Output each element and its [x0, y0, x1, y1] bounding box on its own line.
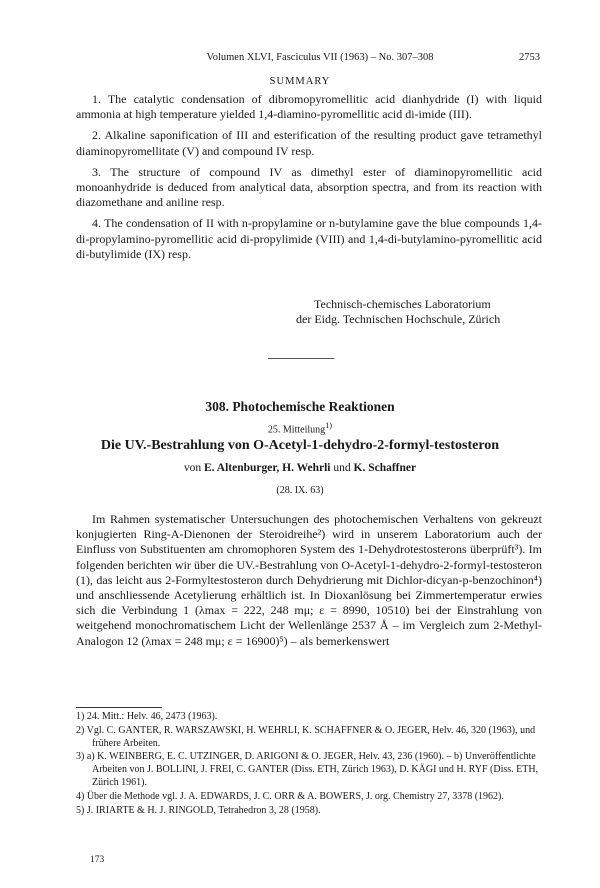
affiliation-line-1: Technisch-chemisches Laboratorium	[314, 297, 491, 311]
affiliation	[296, 297, 536, 327]
author-altenburger: E. Altenburger,	[203, 462, 280, 474]
folio-number: 173	[90, 855, 105, 865]
summary-item-4: 4. The condensation of II with n-propylamine or n-butylamine gave the blue compounds 1,4-di-propylamino-pyromellitic acid di-propylimide (VIII) and 1,4-di-butylamino-pyromellitic acid di-butylimide (IX) resp.	[76, 216, 542, 261]
body-paragraph: Im Rahmen systematischer Untersuchungen des photochemischen Verhaltens von gekreuzt konjugierten Ring-A-Dienonen der Steroidreihe²) wird in unserem Laboratorium auch der Einfluss von Substituenten am chromophoren System des 1-Dehydrotestosterons überprüft³). Im folgenden berichten wir über die UV.-Bestrahlung von O-Acetyl-1-dehydro-2-formyl-testosteron (1), das leicht aus 2-Formyltestosteron durch Dehydrierung mit Dichlor-dicyan-p-benzochinon⁴) und anschliessende Acetylierung erhältlich ist. In Dioxanlösung bei Zimmertemperatur erwies sich die Verbindung 1 (λmax = 222, 248 mμ; ε = 8990, 10510) bei der Einstrahlung von weitgehend monochromatischem Licht der Wellenlänge 2537 Å – im Vergleich zum 2-Methyl-Analogon 12 (λmax = 248 mμ; ε = 16900)⁵) – als bemerkenswert	[76, 512, 542, 648]
footnote-5: 5) J. IRIARTE & H. J. RINGOLD, Tetrahedron 3, 28 (1958).	[76, 804, 321, 816]
byline-von: von	[183, 462, 202, 474]
running-header	[100, 52, 540, 68]
summary-section	[76, 92, 542, 268]
summary-item-2: 2. Alkaline saponification of III and esterification of the resulting product gave tetramethyl diaminopyromellitate (V) and compound IV resp.	[76, 128, 542, 158]
footnote-2: 2) Vgl. C. GANTER, R. WARSZAWSKI, H. WEHRLI, K. SCHAFFNER & O. JEGER, Helv. 46, 320 (1963), und frühere Arbeiten.	[76, 724, 536, 749]
summary-item-1: 1. The catalytic condensation of dibromopyromellitic acid dianhydride (I) with liquid ammonia at high temperature yielded 1,4-diamino-pyromellitic acid di-imide (III).	[76, 92, 542, 122]
author-schaffner: K. Schaffner	[353, 462, 417, 474]
article-number-title: 308. Photochemische Reaktionen	[205, 399, 395, 414]
affiliation-line-2: der Eidg. Technischen Hochschule, Zürich	[296, 312, 501, 327]
summary-heading: SUMMARY	[269, 76, 331, 87]
footnote-3: 3) a) K. WEINBERG, E. C. UTZINGER, D. ARIGONI & O. JEGER, Helv. 43, 236 (1960). – b) Unveröffentlichte Arbeiten von J. BOLLINI, J. FREI, C. GANTER (Diss. ETH, Zürich 1963), D. KÄGI und H. RYF (Diss. ETH, Zürich 1961).	[76, 751, 539, 788]
page-number: 2753	[519, 52, 540, 63]
article-title: Die UV.-Bestrahlung von O-Acetyl-1-dehydro-2-formyl-testosteron	[100, 438, 500, 453]
footnote-rule	[76, 707, 162, 708]
author-wehrli: H. Wehrli	[282, 462, 331, 474]
footnote-4: 4) Über die Methode vgl. J. A. EDWARDS, J. C. ORR & A. BOWERS, J. org. Chemistry 27, 3378 (1962).	[76, 790, 504, 802]
byline-und: und	[333, 462, 351, 474]
footnotes	[76, 711, 542, 818]
mitteilung-footnote-ref: 1)	[325, 421, 333, 430]
received-date: (28. IX. 63)	[276, 485, 324, 496]
journal-volume-info: Volumen XLVI, Fasciculus VII (1963) – No. 307–308	[206, 52, 434, 63]
summary-item-3: 3. The structure of compound IV as dimethyl ester of diaminopyromellitic acid monoanhydride is deduced from analytical data, absorption spectra, and from its reaction with diazomethane and aniline resp.	[76, 164, 542, 210]
author-byline	[0, 462, 600, 474]
mitteilung-label: 25. Mitteilung	[267, 424, 326, 436]
article-part-label	[0, 421, 600, 435]
section-divider	[268, 358, 334, 359]
footnote-1: 1) 24. Mitt.: Helv. 46, 2473 (1963).	[76, 711, 218, 722]
